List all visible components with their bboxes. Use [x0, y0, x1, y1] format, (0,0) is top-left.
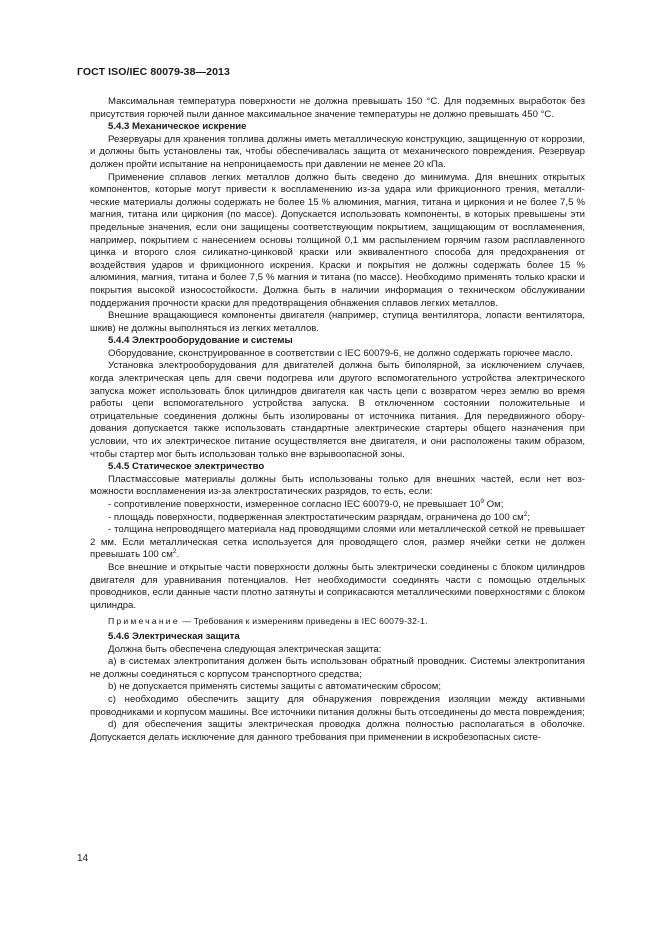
list-item: d) для обеспечения защиты электрическая проводка должна полностью располагаться в оболочке. Допускается делать исключение для данного требования при применении в искробезопасных систе-: [90, 719, 585, 743]
list-item-text-end: ;: [527, 511, 531, 523]
note-label: Примечание: [108, 616, 180, 627]
paragraph: Применение сплавов легких металлов должно быть сведено до минимума. Для внешних открытых компонентов, которые могут привести к воспламенению из-за удара или фрикционного трения, металлические материалы должны содержать не более 15 % алюминия, магния, титана и циркония и не более 7,5 % магния, титана или циркония (по массе). Допускается использовать компоненты, в которых превышены эти предельные значения, если они защищены соответствующим покрытием, защищающим от воспламенения, например, покрытием с нанесением основы толщиной 0,1 мм распылением горячим газом расплавленного цинка и второго слоя силикатно-цинковой краски или эквивалентного способа для предохранения от воздействия ударов и фрикционного искрения. Краски и покрытия не должны содержать более 15 % алюминия, магния, титана и более 7,5 % магния и титана (по массе). Необходимо применять только краски и покрытия высокой износостойкости. Должна быть в наличии информация о техническом обслуживании поддержания прочности краски для предотвращения обнажения сплавов легких металлов.: [90, 171, 585, 309]
paragraph: Резервуары для хранения топлива должны иметь металлическую конструкцию, защищенную от коррозии, и должны быть установлены так, чтобы обеспечивалась защита от механического повреждения. Резервуар должен пройти испытание на непроницаемость при давлении не менее 20 кПа.: [90, 133, 585, 170]
page-number: 14: [77, 853, 89, 864]
section-heading-5-4-6: 5.4.6 Электрическая защита: [108, 630, 240, 642]
list-item: b) не допускается применять системы защиты с автоматическим сбросом;: [108, 681, 442, 693]
list-item-text: - сопротивление поверхности, измеренное согласно IEC 60079-0, не превышает 10: [108, 499, 481, 510]
paragraph: Все внешние и открытые части поверхности должны быть электрически соединены с блоком цилиндров двигателя для уравнивания потенциалов. Нет необходимости соединять части с помощью отдельных проводников, если данные части плотно затянуты и соприкасаются металлическими поверхностями с блоком цилиндра.: [90, 561, 585, 611]
paragraph: Внешние вращающиеся компоненты двигателя (например, ступица вентилятора, лопасти вентилятора, шкив) не должны выполняться из легких металлов.: [90, 310, 585, 334]
superscript: 2: [523, 510, 528, 518]
paragraph: Оборудование, сконструированное в соответствии с IEC 60079-6, не должно содержать горючее масло.: [108, 347, 573, 359]
paragraph: Должна быть обеспечена следующая электрическая защита:: [108, 643, 382, 655]
note-text: — Требования к измерениям приведены в IEC 60079-32-1.: [179, 616, 428, 627]
list-item-text-end: .: [176, 549, 180, 561]
section-heading-5-4-4: 5.4.4 Электрооборудование и системы: [108, 335, 293, 347]
list-item: с) необходимо обеспечить защиту для обнаружения повреждения изоляции между активными проводниками и корпусом машины. Все источники питания должны быть отсоединены до места повреждения;: [90, 693, 585, 718]
document-body: [90, 96, 585, 744]
list-item: а) в системах электропитания должен быть использован обратный проводник. Системы электропитания не должны соединяться с корпусом транспортного средства;: [90, 656, 585, 680]
superscript: 9: [480, 498, 484, 505]
list-item-text: - площадь поверхности, подверженная электростатическим разрядам, ограничена до 100 см: [108, 511, 524, 523]
section-heading-5-4-3: 5.4.3 Механическое искрение: [108, 121, 247, 133]
list-item-text-end: Ом;: [483, 499, 504, 510]
list-item: [90, 512, 585, 525]
paragraph: Максимальная температура поверхности не должна превышать 150 °С. Для подземных выработок без присутствия горючей пыли данное максимальное значение температуры не должно превышать 450 °С.: [90, 96, 585, 120]
list-item-text: - толщина непроводящего материала над проводящими слоями или металлической сеткой не превышает 2 мм. Если металлическая сетка используется для проводящего слоя, размер ячейки сетки не должен превышать 100 см: [90, 524, 585, 561]
paragraph: Установка электрооборудования для двигателей должна быть биполярной, за исключением случаев, когда электрическая цепь для свечи подогрева или другого вспомогательного устройства электрического запуска может использовать блок цилиндров двигателя как часть цепи с возвратом через землю во время работы цепи вспомогательного устройства запуска. В отключенном состоянии положительные и отрицательные соединения должны быть изолированы от источника питания. Для передвижного оборудования допускается также использовать стандартные электрические стартеры общего назначения при условии, что их электрическое питание осуществляется вне двигателя, и они расположены таким образом, чтобы стартер мог быть использован только вне взрывоопасной зоны.: [90, 360, 585, 460]
list-item: [90, 499, 585, 512]
superscript: 2: [172, 548, 177, 556]
note: [90, 615, 585, 628]
document-header: ГОСТ ISO/IEC 80079-38—2013: [77, 66, 230, 78]
paragraph: Пластмассовые материалы должны быть использованы только для внешних частей, если нет возможности воспламенения из-за электростатических разрядов, то есть, если:: [90, 473, 585, 498]
section-heading-5-4-5: 5.4.5 Статическое электричество: [108, 461, 265, 473]
list-item: [90, 524, 585, 562]
